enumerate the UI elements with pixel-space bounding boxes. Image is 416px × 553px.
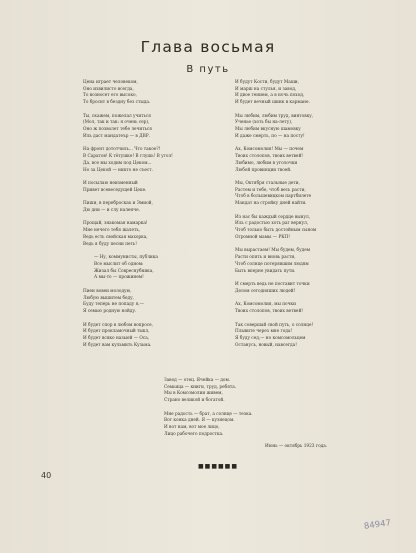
ornament: ■■■■■■ (198, 463, 239, 470)
poem-line: И будет прокламочный тыкл, (83, 329, 150, 335)
poem-line: Мы любим вкусную шамовку (235, 127, 301, 133)
poem-line: И вот нам, вот мое лицо, (164, 425, 220, 431)
poem-line: Мы, Октября стальные дети, (235, 181, 300, 187)
poem-line: Из нас бы каждый сердце вынул, (235, 214, 311, 220)
poem-line: Любую вышитем беду, (83, 295, 134, 301)
poem-line: Так совершай свой путь, о солнце! (235, 322, 314, 328)
page-number: 40 (41, 471, 52, 480)
poem-line: И посылаю неизменный (83, 181, 138, 187)
stanza (235, 302, 365, 315)
poem-line: В Саратов! К тётушке! В глушь! В угол! (83, 154, 173, 160)
poem-line: И будет спор в любом вопросе, (83, 322, 154, 328)
poem-line: Ведь я буду песни петь! (83, 241, 137, 247)
chapter-title: Глава восьмая (140, 38, 276, 56)
poem-line: И будет всяко назыей — Оса, (83, 335, 150, 341)
poem-line: Чтоб солнце потерявшим людям (235, 261, 309, 267)
poem-line: — Ну, коммунисты, публика (94, 255, 158, 261)
poem-line: Чтоб только быть достойным сыном (235, 228, 317, 234)
poem-line: Твоих столопов, твоих ветвей! (235, 308, 303, 314)
stanza (235, 282, 365, 295)
poem-line: Плывите через мне года! (235, 329, 293, 335)
poem-line: Мне нечего тебя жалеть, (83, 228, 140, 234)
stanza (235, 114, 365, 141)
poem-line: Ученье (хоть бы на-лету), (235, 120, 293, 126)
poem-line: Прощай, знакомая намарка! (83, 221, 148, 227)
poem-line: Цена играет человеком, (83, 80, 138, 85)
poem-line: Я буду сед,— но комсомольцем (235, 335, 306, 341)
poem-line: Вот конка дней. Я — кузнецом. (164, 418, 235, 424)
poem-line: Дю дни — и слу наленче. (83, 207, 140, 213)
poem-line: Мы вырастаем! Мы будем, будем (235, 248, 311, 254)
poem-line: Лицо рабочего подростка. (164, 431, 224, 437)
stanza (235, 147, 365, 174)
poem-line: Расти опять и вновь расти, (235, 255, 296, 261)
poem-line: Я семью родную нойду. (83, 308, 137, 314)
stanza (83, 255, 208, 282)
poem-line: На фронт дототчиль... Что такое?! (83, 147, 161, 153)
stanza (235, 181, 365, 208)
poem-line: А мы-то — прожинем! (94, 275, 144, 281)
poem-line: (Мол, так и так: я очень сер), (83, 120, 150, 126)
poem-line: И будет вечный шинк в кармане. (235, 100, 310, 106)
stanza (83, 289, 208, 316)
poem-line: Чтоб в большевицком партбилете (235, 194, 312, 200)
poem-line: Ах, Комсомолия, мы почки (235, 302, 296, 308)
poem-line: Ты, скажем, пожелал учиться (83, 113, 151, 119)
poem-line: И марш на стулья, и завод, (235, 86, 297, 92)
poem-line: Любой провинции твоей. (235, 167, 292, 173)
poem-line: И будут Кости, будут Маши, (235, 80, 299, 85)
poem-line: Все мыслит об одном: (94, 261, 144, 267)
stanza (83, 221, 208, 248)
poem-line: Делом сегодняших людей! (235, 288, 296, 294)
poem-line: Иль даст мандатеър — в ДВР. (83, 133, 150, 139)
stanza (83, 181, 208, 194)
bottom-column (164, 378, 344, 445)
poem-line: Мне радость — брат, а солнце — тезка. (164, 411, 253, 417)
poem-line: Ах, Комсомолия! Мы — почем (235, 147, 304, 153)
poem-line: Любимо, любим в уголочки (235, 160, 298, 166)
left-column (83, 80, 208, 356)
poem-line: И будет вам кульмить Кузьма. (83, 342, 152, 348)
poem-line: Пиши, в перебросках и Эмиой, (83, 201, 153, 207)
poem-line: Привет всевеседущей Цеке. (83, 187, 147, 193)
poem-line: То возносет его высоко, (83, 93, 137, 99)
poem-line: Пиеи вовеи молодую, (83, 288, 132, 294)
poem-line: Мы в Комсомолии живем, (164, 391, 223, 397)
poem-line: И даже смерть, по — на посту! (235, 133, 305, 139)
poem-line: Оно ж позволет тебе лечиться (83, 127, 152, 133)
poem-line: Буду теперь не попаду я,— (83, 302, 144, 308)
poem-line: Но за Цекой — никто не съест. (83, 167, 154, 173)
poem-line: И двое гением, а в ночь поход, (235, 93, 305, 99)
poem-title: В путь (186, 64, 230, 75)
poem-line: То бросит в бездну без стыда. (83, 100, 151, 106)
poem-line: Семьица — книги, труд, ребята. (164, 384, 237, 390)
stanza (83, 80, 208, 107)
right-column (235, 80, 365, 356)
stanza (235, 323, 365, 350)
stanza (83, 323, 208, 350)
stanza (235, 80, 365, 107)
poem-line: Иль с радостью хоть раг вернул, (235, 221, 309, 227)
poem-line: Останусь, новый, навсегда! (235, 342, 297, 348)
poem-line: Завод — отец. Ячейка — дом. (164, 378, 231, 383)
stanza (164, 378, 344, 405)
poem-line: Мы любим, любим труд, винтовку, (235, 113, 314, 119)
poem-line: И смерть ведь не поставит точки (235, 282, 310, 288)
stanza (83, 114, 208, 141)
date-line: Июнь — октябрь 1923 года. (265, 444, 328, 449)
poem-line: Быть вперне увидать пути. (235, 268, 296, 274)
stanza (235, 215, 365, 242)
poem-line: Растем и тебе, чтоб весь расти, (235, 187, 306, 193)
stanza (164, 412, 344, 439)
stanza (235, 248, 365, 275)
handwritten-mark: 84947 (363, 518, 392, 532)
stanza (83, 201, 208, 214)
poem-line: Страно великой и богатой. (164, 398, 225, 404)
poem-line: Жизал бы Совреснубника, (94, 268, 154, 274)
poem-line: Да, все мы ходим под Цеком... (83, 160, 152, 166)
poem-line: Оно извилисто всегда, (83, 86, 134, 92)
poem-line: Ведь есть свойская махорка, (83, 234, 148, 240)
poem-line: Твоих столопов, твоих ветвей! (235, 154, 303, 160)
poem-line: Мандат на стройку дней найти. (235, 201, 307, 207)
poem-line: Огромной мамы — РКП! (235, 234, 290, 240)
stanza (83, 147, 208, 174)
